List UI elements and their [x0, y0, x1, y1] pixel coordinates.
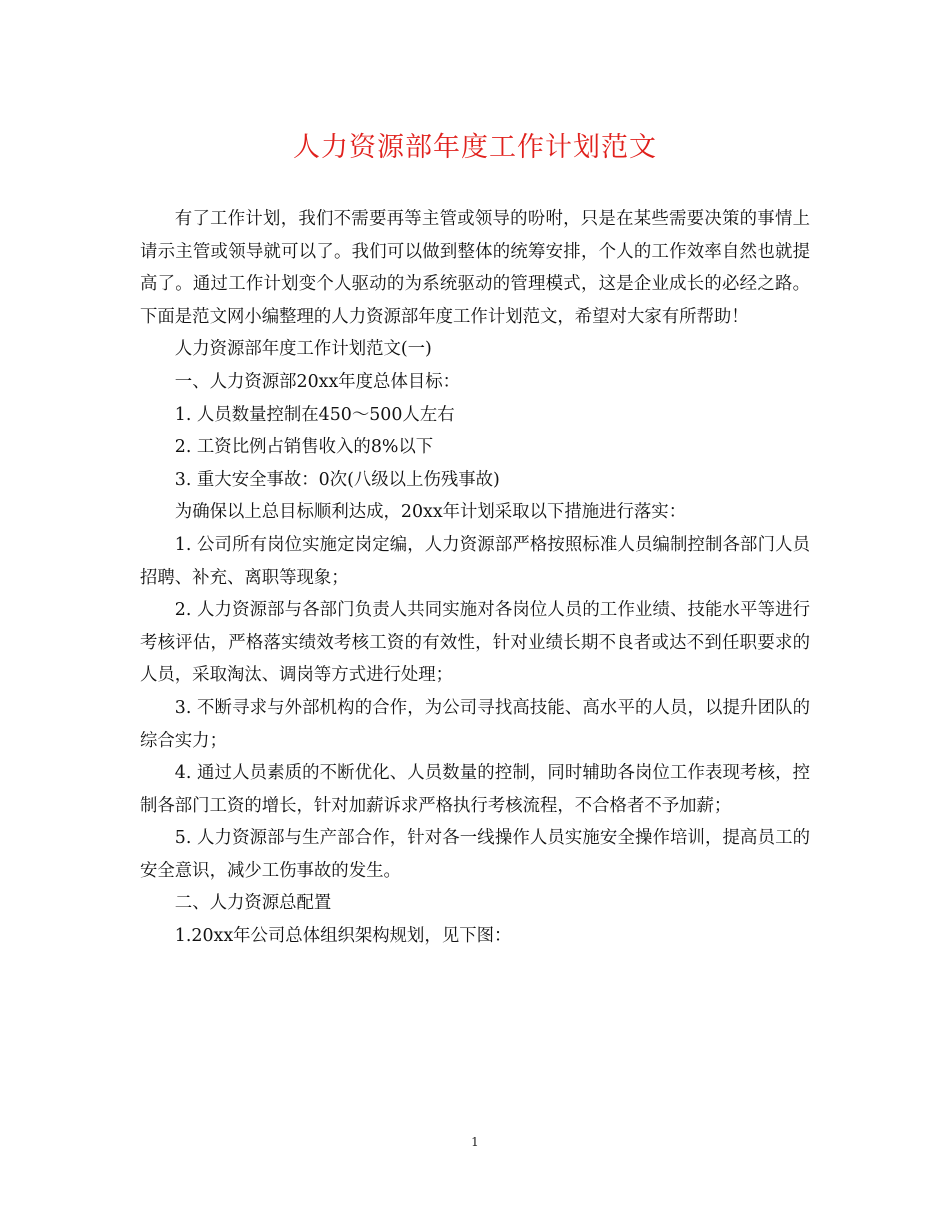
subsection-item: 1.20xx年公司总体组织架构规划，见下图： [174, 926, 512, 947]
goal-item: 3. 重大安全事故：0次(八级以上伤残事故) [174, 469, 500, 490]
measures-intro: 为确保以上总目标顺利达成，20xx年计划采取以下措施进行落实： [174, 502, 687, 523]
measure-item: 4. 通过人员素质的不断优化、人员数量的控制，同时辅助各岗位工作表现考核，控制各部门工资的增长，针对加薪诉求严格执行考核流程，不合格者不予加薪； [140, 763, 810, 816]
measure-item: 2. 人力资源部与各部门负责人共同实施对各岗位人员的工作业绩、技能水平等进行考核评估，严格落实绩效考核工资的有效性，针对业绩长期不良者或达不到任职要求的人员，采取淘汰、调岗等方式进行处理； [140, 600, 810, 686]
document-body [140, 203, 810, 953]
goal-item: 2. 工资比例占销售收入的8%以下 [174, 437, 434, 458]
measure-item: 1. 公司所有岗位实施定岗定编，人力资源部严格按照标准人员编制控制各部门人员招聘、补充、离职等现象； [140, 534, 810, 588]
intro-paragraph: 有了工作计划，我们不需要再等主管或领导的吩咐，只是在某些需要决策的事情上请示主管或领导就可以了。我们可以做到整体的统筹安排，个人的工作效率自然也就提高了。通过工作计划变个人驱动的为系统驱动的管理模式，这是企业成长的必经之路。下面是范文网小编整理的人力资源部年度工作计划范文，希望对大家有所帮助！ [140, 209, 810, 327]
page-number: 1 [471, 1135, 479, 1149]
document-title: 人力资源部年度工作计划范文 [293, 132, 657, 163]
goal-item: 1. 人员数量控制在450～500人左右 [174, 404, 455, 425]
measure-item: 5. 人力资源部与生产部合作，针对各一线操作人员实施安全操作培训，提高员工的安全意识，减少工伤事故的发生。 [140, 828, 810, 881]
goals-heading: 一、人力资源部20xx年度总体目标： [174, 371, 461, 392]
section-heading: 人力资源部年度工作计划范文(一) [174, 339, 432, 360]
measure-item: 3. 不断寻求与外部机构的合作，为公司寻找高技能、高水平的人员，以提升团队的综合实力； [140, 697, 810, 751]
section-heading: 二、人力资源总配置 [174, 893, 332, 914]
